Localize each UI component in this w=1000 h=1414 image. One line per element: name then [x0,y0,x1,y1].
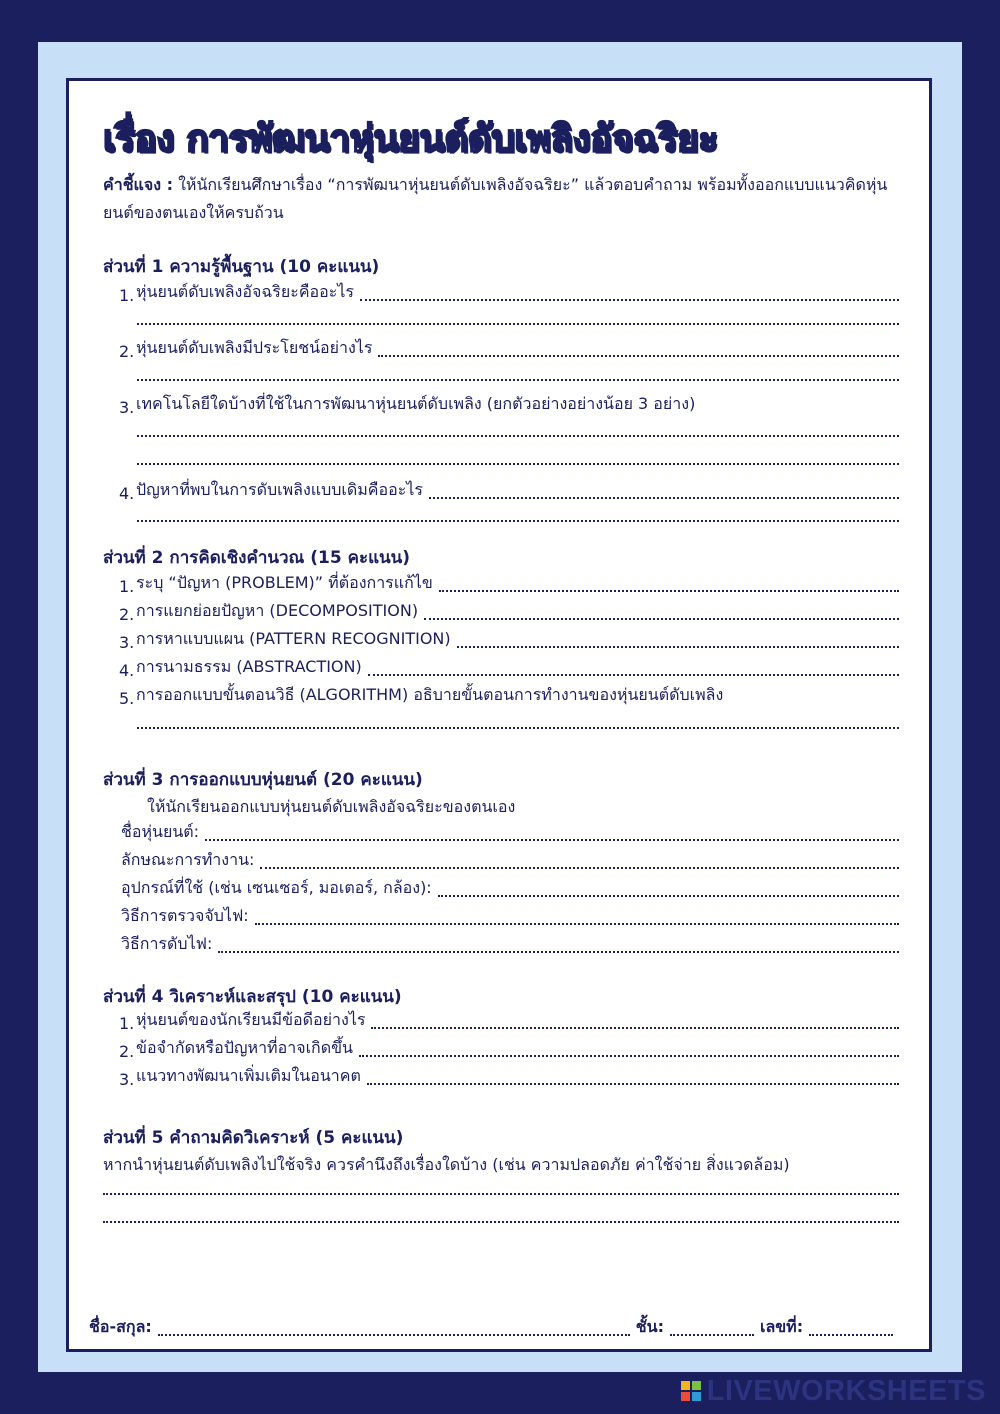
s1-q4-text: ปัญหาที่พบในการดับเพลิงแบบเดิมคืออะไร [136,480,423,499]
s2-q3-text: การหาแบบแผน (PATTERN RECOGNITION) [136,629,451,648]
s4-q2-text: ข้อจำกัดหรือปัญหาที่อาจเกิดขึ้น [136,1038,353,1057]
s1-q2-text: หุ่นยนต์ดับเพลิงมีประโยชน์อย่างไร [136,338,373,357]
logo-square-4 [692,1392,701,1401]
number-label: เลขที่: [759,1317,804,1336]
class-label: ชั้น: [635,1317,664,1336]
class-input[interactable] [670,1332,754,1336]
s4-q2-answer-line[interactable] [359,1053,899,1057]
s2-q1-number: 1. [119,577,135,596]
section3-heading: ส่วนที่ 3 การออกแบบหุ่นยนต์ (20 คะแนน) [103,770,423,790]
student-info-footer [89,1315,919,1340]
s4-q1-text: หุ่นยนต์ของนักเรียนมีข้อดีอย่างไร [136,1010,366,1029]
s1-q2-number: 2. [119,342,135,361]
s1-q1-answer-line-2[interactable] [137,321,899,325]
s1-q1-number: 1. [119,286,135,305]
s4-q1-number: 1. [119,1014,135,1033]
instructions-label: คำชี้แจง : [103,175,174,194]
section5-question: หากนำหุ่นยนต์ดับเพลิงไปใช้จริง ควรคำนึงถึงเรื่องใดบ้าง (เช่น ความปลอดภัย ค่าใช้จ่าย สิ่งแวดล้อม) [103,1155,790,1174]
s3-field-function-input[interactable] [260,865,899,869]
logo-square-1 [681,1381,690,1390]
s2-q2 [119,602,899,624]
worksheet-paper [66,78,932,1352]
s2-q2-answer-line[interactable] [424,616,899,620]
name-input[interactable] [158,1332,630,1336]
s1-q2-answer-line-2[interactable] [137,377,899,381]
section1-heading: ส่วนที่ 1 ความรู้พื้นฐาน (10 คะแนน) [103,257,380,277]
s2-q3-number: 3. [119,633,135,652]
s2-q2-number: 2. [119,605,135,624]
s4-q2 [119,1039,899,1061]
s3-field-function [121,851,899,873]
s5-answer-line-1[interactable] [103,1191,899,1195]
s3-field-detect-input[interactable] [255,921,899,925]
s1-q4-answer-line-2[interactable] [137,518,899,522]
s2-q3-answer-line[interactable] [457,644,899,648]
number-input[interactable] [809,1332,893,1336]
s3-field-function-label: ลักษณะการทำงาน: [121,850,255,869]
s1-q2 [119,339,899,361]
section5-heading: ส่วนที่ 5 คำถามคิดวิเคราะห์ (5 คะแนน) [103,1128,404,1148]
s2-q5-text: การออกแบบขั้นตอนวิธี (ALGORITHM) อธิบายขั้นตอนการทำงานของหุ่นยนต์ดับเพลิง [136,685,724,704]
logo-square-3 [681,1392,690,1401]
worksheet-title: เรื่อง การพัฒนาหุ่นยนต์ดับเพลิงอัจฉริยะ [103,117,718,160]
s3-field-detect [121,907,899,929]
s1-q1-answer-line[interactable] [360,297,899,301]
s3-field-name-input[interactable] [205,837,899,841]
s1-q1 [119,283,899,305]
s1-q3-answer-line-1[interactable] [137,433,899,437]
s4-q2-number: 2. [119,1042,135,1061]
s2-q4-answer-line[interactable] [368,672,899,676]
s3-field-extinguish-input[interactable] [218,949,899,953]
section4-heading: ส่วนที่ 4 วิเคราะห์และสรุป (10 คะแนน) [103,987,402,1007]
s1-q2-answer-line[interactable] [378,353,899,357]
s1-q4-number: 4. [119,484,135,503]
s2-q5-number: 5. [119,689,135,708]
liveworksheets-mark-icon [681,1381,701,1401]
s3-field-extinguish-label: วิธีการดับไฟ: [121,934,213,953]
s1-q3-answer-line-2[interactable] [137,461,899,465]
section2-heading: ส่วนที่ 2 การคิดเชิงคำนวณ (15 คะแนน) [103,548,411,568]
s3-field-name [121,823,899,845]
s2-q1 [119,574,899,596]
s1-q3-number: 3. [119,398,135,417]
s4-q3 [119,1067,899,1089]
s4-q1 [119,1011,899,1033]
s1-q1-text: หุ่นยนต์ดับเพลิงอัจฉริยะคืออะไร [136,282,354,301]
s3-field-equipment-input[interactable] [438,893,899,897]
s3-field-detect-label: วิธีการตรวจจับไฟ: [121,906,249,925]
section3-intro: ให้นักเรียนออกแบบหุ่นยนต์ดับเพลิงอัจฉริยะของตนเอง [147,797,516,816]
name-label: ชื่อ-สกุล: [89,1317,152,1336]
s2-q5-answer-line[interactable] [137,725,899,729]
s5-answer-line-2[interactable] [103,1219,899,1223]
instructions [103,171,903,227]
liveworksheets-logo [681,1376,986,1406]
s3-field-equipment [121,879,899,901]
instructions-text: ให้นักเรียนศึกษาเรื่อง “การพัฒนาหุ่นยนต์ดับเพลิงอัจฉริยะ” แล้วตอบคำถาม พร้อมทั้งออกแบบแนวคิดหุ่นยนต์ของตนเองให้ครบถ้วน [103,175,888,222]
s2-q5 [119,686,899,708]
logo-square-2 [692,1381,701,1390]
s1-q3-text: เทคโนโลยีใดบ้างที่ใช้ในการพัฒนาหุ่นยนต์ดับเพลิง (ยกตัวอย่างอย่างน้อย 3 อย่าง) [136,394,696,413]
s1-q4-answer-line[interactable] [429,495,899,499]
s4-q3-answer-line[interactable] [367,1081,899,1085]
s3-field-equipment-label: อุปกรณ์ที่ใช้ (เช่น เซนเซอร์, มอเตอร์, กล้อง): [121,878,432,897]
s2-q1-answer-line[interactable] [439,588,899,592]
liveworksheets-brand-text: LIVEWORKSHEETS [706,1374,986,1407]
s1-q3 [119,395,899,417]
s3-field-extinguish [121,935,899,957]
s3-field-name-label: ชื่อหุ่นยนต์: [121,822,200,841]
s2-q4-text: การนามธรรม (ABSTRACTION) [136,657,362,676]
s2-q4-number: 4. [119,661,135,680]
s2-q1-text: ระบุ “ปัญหา (PROBLEM)” ที่ต้องการแก้ไข [136,573,433,592]
s4-q1-answer-line[interactable] [371,1025,899,1029]
s2-q3 [119,630,899,652]
s2-q4 [119,658,899,680]
s4-q3-number: 3. [119,1070,135,1089]
s2-q2-text: การแยกย่อยปัญหา (DECOMPOSITION) [136,601,419,620]
s4-q3-text: แนวทางพัฒนาเพิ่มเติมในอนาคต [136,1066,361,1085]
s1-q4 [119,481,899,503]
